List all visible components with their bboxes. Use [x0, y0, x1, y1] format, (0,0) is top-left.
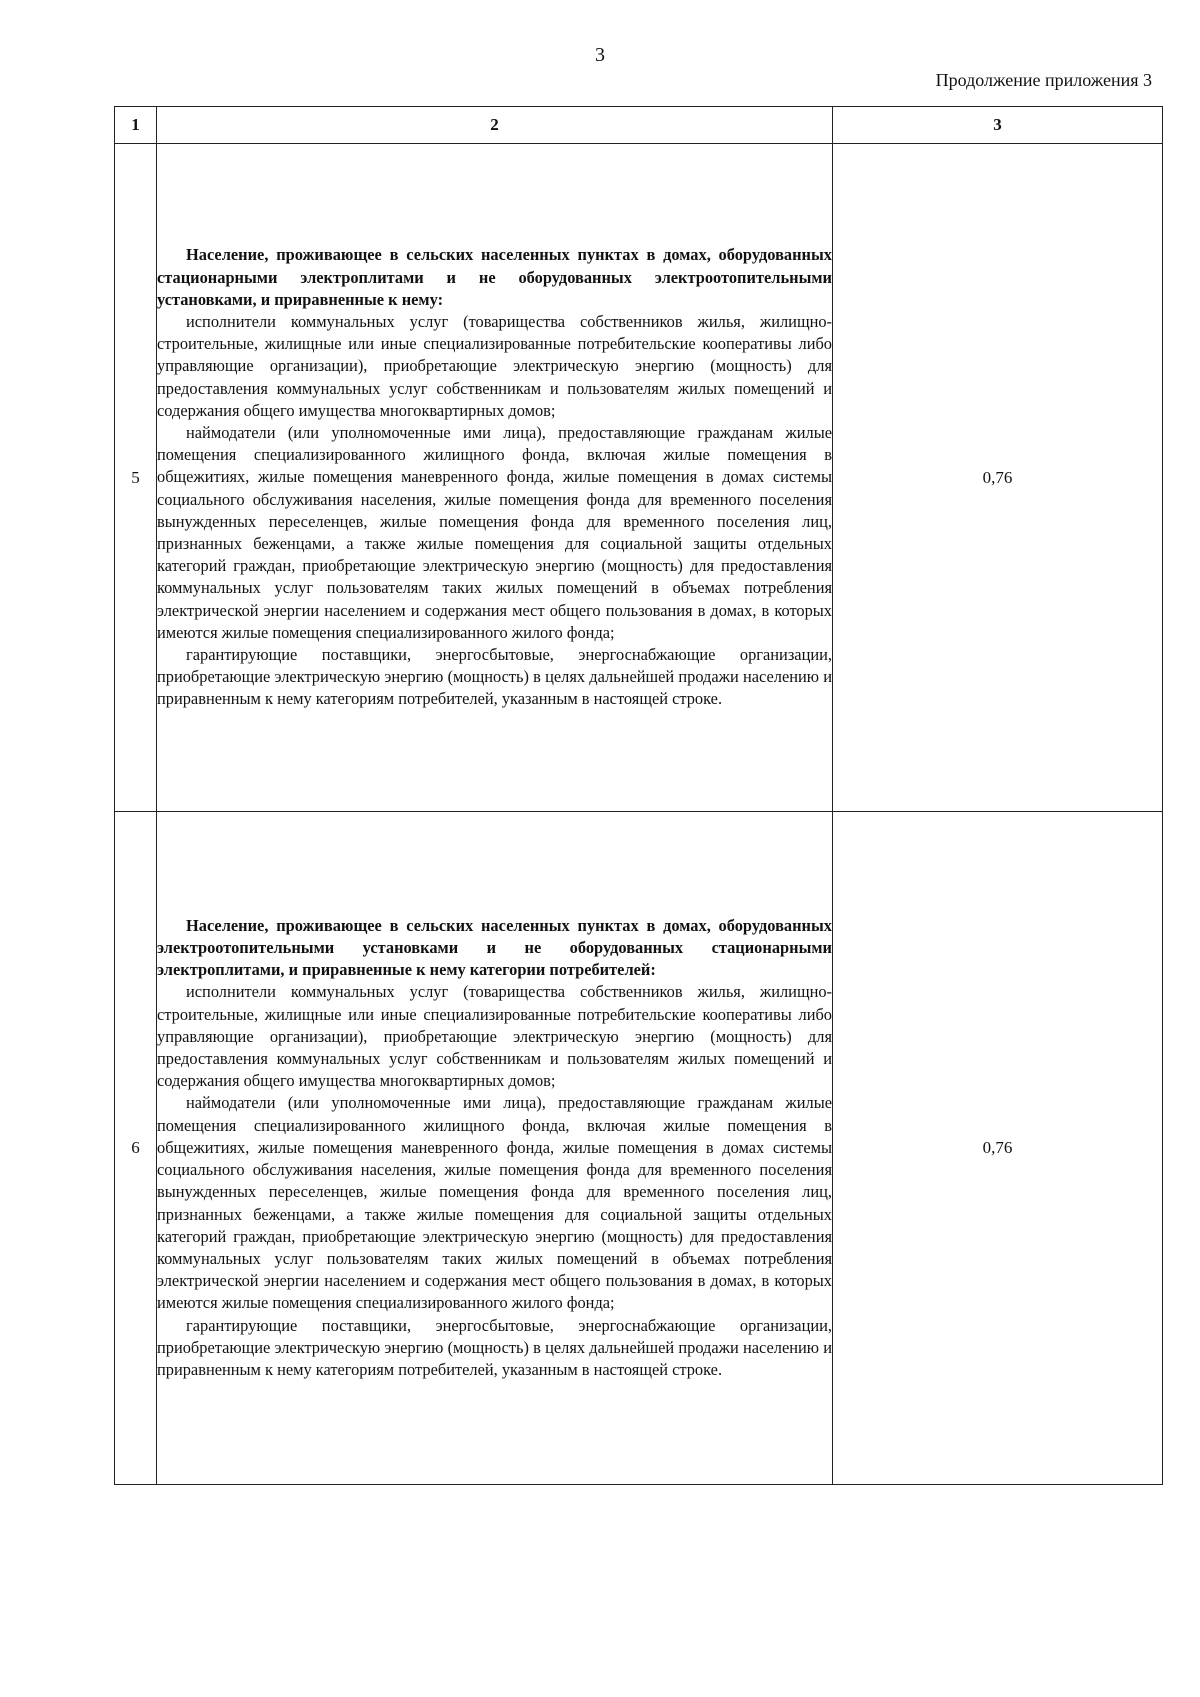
table-header-row [115, 107, 1163, 144]
row-paragraph: гарантирующие поставщики, энергосбытовые, энергоснабжающие организации, приобретающие электрическую энергию (мощность) в целях дальнейшей продажи населению и приравненным к нему категориям потребителей, указанным в настоящей строке. [157, 1315, 832, 1379]
row-value: 0,76 [833, 144, 1163, 812]
appendix-continuation-label: Продолжение приложения 3 [935, 70, 1152, 90]
row-heading: Население, проживающее в сельских населенных пунктах в домах, оборудованных стационарными электроплитами и не оборудованных электроотопительными установками, и приравненные к нему: [157, 245, 832, 309]
row-heading: Население, проживающее в сельских населенных пунктах в домах, оборудованных электроотопительными установками и не оборудованных стационарными электроплитами, и приравненные к нему категории потребителей: [157, 915, 832, 980]
column-header-2: 2 [157, 107, 833, 144]
column-header-3: 3 [833, 107, 1163, 144]
column-header-1: 1 [115, 107, 157, 144]
row-paragraph: гарантирующие поставщики, энергосбытовые, энергоснабжающие организации, приобретающие электрическую энергию (мощность) в целях дальнейшей продажи населению и приравненным к нему категориям потребителей, указанным в настоящей строке. [157, 645, 832, 709]
row-paragraph: исполнители коммунальных услуг (товарищества собственников жилья, жилищно-строительные, жилищные или иные специализированные потребительские кооперативы либо управляющие организации), приобретающие электрическую энергию (мощность) для предоставления коммунальных услуг собственникам и пользователям жилых помещений и содержания общего имущества многоквартирных домов; [157, 982, 832, 1091]
tariff-table [114, 106, 1163, 1485]
row-number: 6 [115, 812, 157, 1485]
row-paragraph: исполнители коммунальных услуг (товарищества собственников жилья, жилищно-строительные, жилищные или иные специализированные потребительские кооперативы либо управляющие организации), приобретающие электрическую энергию (мощность) для предоставления коммунальных услуг собственникам и пользователям жилых помещений и содержания общего имущества многоквартирных домов; [157, 311, 832, 420]
table-row [115, 812, 1163, 1485]
row-paragraph: наймодатели (или уполномоченные ими лица), предоставляющие гражданам жилые помещения специализированного жилищного фонда, включая жилые помещения в общежитиях, жилые помещения маневренного фонда, жилые помещения в домах системы социального обслуживания населения, жилые помещения фонда для временного поселения вынужденных переселенцев, жилые помещения фонда для временного поселения лиц, признанных беженцами, а также жилые помещения для социальной защиты отдельных категорий граждан, приобретающие электрическую энергию (мощность) для предоставления коммунальных услуг пользователям таких жилых помещений в объемах потребления электрической энергии населением и содержания мест общего пользования в домах, в которых имеются жилые помещения специализированного жилого фонда; [157, 1093, 832, 1313]
row-value: 0,76 [833, 812, 1163, 1485]
row-description [157, 812, 833, 1485]
row-paragraph: наймодатели (или уполномоченные ими лица), предоставляющие гражданам жилые помещения специализированного жилищного фонда, включая жилые помещения в общежитиях, жилые помещения маневренного фонда, жилые помещения в домах системы социального обслуживания населения, жилые помещения фонда для временного поселения вынужденных переселенцев, жилые помещения фонда для временного поселения лиц, признанных беженцами, а также жилые помещения для социальной защиты отдельных категорий граждан, приобретающие электрическую энергию (мощность) для предоставления коммунальных услуг пользователям таких жилых помещений в объемах потребления электрической энергии населением и содержания мест общего пользования в домах, в которых имеются жилые помещения специализированного жилого фонда; [157, 422, 832, 642]
page-number: 3 [595, 44, 605, 66]
row-description [157, 144, 833, 812]
row-number: 5 [115, 144, 157, 812]
table-row [115, 144, 1163, 812]
